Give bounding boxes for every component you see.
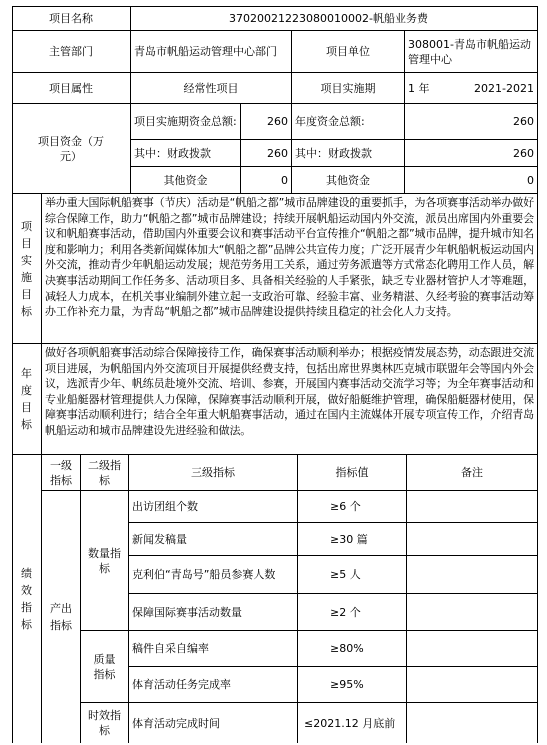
attr-label: 项目属性 — [12, 73, 131, 104]
indicator-remark — [407, 491, 538, 523]
indicator-value: ≥30 篇 — [298, 523, 407, 556]
fiscal-year-value: 260 — [405, 140, 538, 167]
fiscal-year-label: 其中：财政拨款 — [292, 140, 405, 167]
dept-value: 青岛市帆船运动管理中心部门 — [131, 31, 292, 73]
indicator-name: 体育活动完成时间 — [129, 703, 298, 743]
indicator-value: ≥95% — [298, 667, 407, 703]
header-level2: 二级指标 — [81, 455, 129, 491]
other-year-value: 0 — [405, 167, 538, 194]
indicator-value: ≥80% — [298, 631, 407, 667]
header-level1: 一级指标 — [42, 455, 81, 491]
indicator-value: ≤2021.12 月底前 — [298, 703, 407, 743]
other-year-label: 其他资金 — [292, 167, 405, 194]
funds-label: 项目资金（万元） — [12, 104, 131, 194]
group-timeliness: 时效指标 — [81, 703, 129, 743]
indicator-remark — [407, 556, 538, 594]
period-range: 2021-2021 — [474, 81, 534, 95]
indicator-name: 稿件自采自编率 — [129, 631, 298, 667]
total-year-value: 260 — [405, 104, 538, 140]
project-name-label: 项目名称 — [12, 6, 131, 31]
level1-output: 产出指标 — [42, 491, 81, 743]
header-level3: 三级指标 — [129, 455, 298, 491]
other-period-label: 其他资金 — [131, 167, 241, 194]
period-goal-text: 举办重大国际帆船赛事（节庆）活动是“帆船之都”城市品牌建设的重要抓手，为各项赛事活动举办做好综合保障工作，助力“帆船之都”城市品牌建设；持续开展帆船运动国内外交流，派员出席国内外重要会议和帆船赛事活动，借助国内外重要会议和赛事活动平台宣传推介“帆船之都”城市品牌，提升城市知名度和影响力；利用各类新闻媒体加大“帆船之都”品牌公共宣传力度；广泛开展青少年帆船帆板运动国内外交流，推动青少年帆船运动发展；规范劳务用工关系，通过劳务派遣等方式常态化聘用工作人员，解决赛事活动期间工作任务多、活动项目多、具备相关经验的人手紧张，缺乏专业器材管护人才等难题，减轻人力成本，在机关事业编制外建立起一支政治可靠、经验丰富、业务精湛、久经考验的赛事活动筹办工作补充力量，为青岛“帆船之都”城市品牌建设提供持续且稳定的社会化人力支持。 — [42, 194, 538, 344]
indicator-name: 新闻发稿量 — [129, 523, 298, 556]
indicator-remark — [407, 631, 538, 667]
header-remark: 备注 — [407, 455, 538, 491]
indicator-remark — [407, 667, 538, 703]
period-label: 项目实施期 — [292, 73, 405, 104]
total-period-value: 260 — [241, 104, 292, 140]
indicator-remark — [407, 594, 538, 631]
indicator-value: ≥2 个 — [298, 594, 407, 631]
indicator-name: 克利伯“青岛号”船员参赛人数 — [129, 556, 298, 594]
period-years: 1 年 — [408, 81, 430, 95]
indicator-value: ≥6 个 — [298, 491, 407, 523]
period-goal-label: 项目实施目标 — [12, 194, 42, 344]
performance-label: 绩效指标 — [12, 455, 42, 743]
fiscal-period-label: 其中：财政拨款 — [131, 140, 241, 167]
year-goal-label: 年度目标 — [12, 344, 42, 455]
dept-label: 主管部门 — [12, 31, 131, 73]
unit-value: 308001-青岛市帆船运动管理中心 — [405, 31, 538, 73]
period-value — [405, 73, 538, 104]
indicator-value: ≥5 人 — [298, 556, 407, 594]
attr-value: 经常性项目 — [131, 73, 292, 104]
total-period-label: 项目实施期资金总额: — [131, 104, 241, 140]
fiscal-period-value: 260 — [241, 140, 292, 167]
other-period-value: 0 — [241, 167, 292, 194]
indicator-remark — [407, 703, 538, 743]
indicator-remark — [407, 523, 538, 556]
header-value: 指标值 — [298, 455, 407, 491]
indicator-name: 保障国际赛事活动数量 — [129, 594, 298, 631]
year-goal-text: 做好各项帆船赛事活动综合保障接待工作，确保赛事活动顺利举办；根据疫情发展态势，动态跟进交流项目进展，为帆船国内外交流项目开展提供经费支持，包括出席世界奥林匹克城市联盟年会等国内外会议，选派青少年、帆练员赴境外交流、培训、参赛，开展国内赛事活动交流学习等；为全年赛事活动和专业船艇器材管理提供人力保障，保障赛事活动顺利开展，做好船艇维护管理，确保船艇器材使用，保障赛事活动顺利进行；结合全年重大帆船赛事活动，通过在国内主流媒体开展专项宣传工作，介绍青岛帆船运动和城市品牌建设先进经验和做法。 — [42, 344, 538, 455]
unit-label: 项目单位 — [292, 31, 405, 73]
group-quality: 质量指标 — [81, 631, 129, 703]
group-quantity: 数量指标 — [81, 491, 129, 631]
project-name-value: 37020021223080010002-帆船业务费 — [131, 6, 538, 31]
indicator-name: 出访团组个数 — [129, 491, 298, 523]
total-year-label: 年度资金总额: — [292, 104, 405, 140]
indicator-name: 体育活动任务完成率 — [129, 667, 298, 703]
